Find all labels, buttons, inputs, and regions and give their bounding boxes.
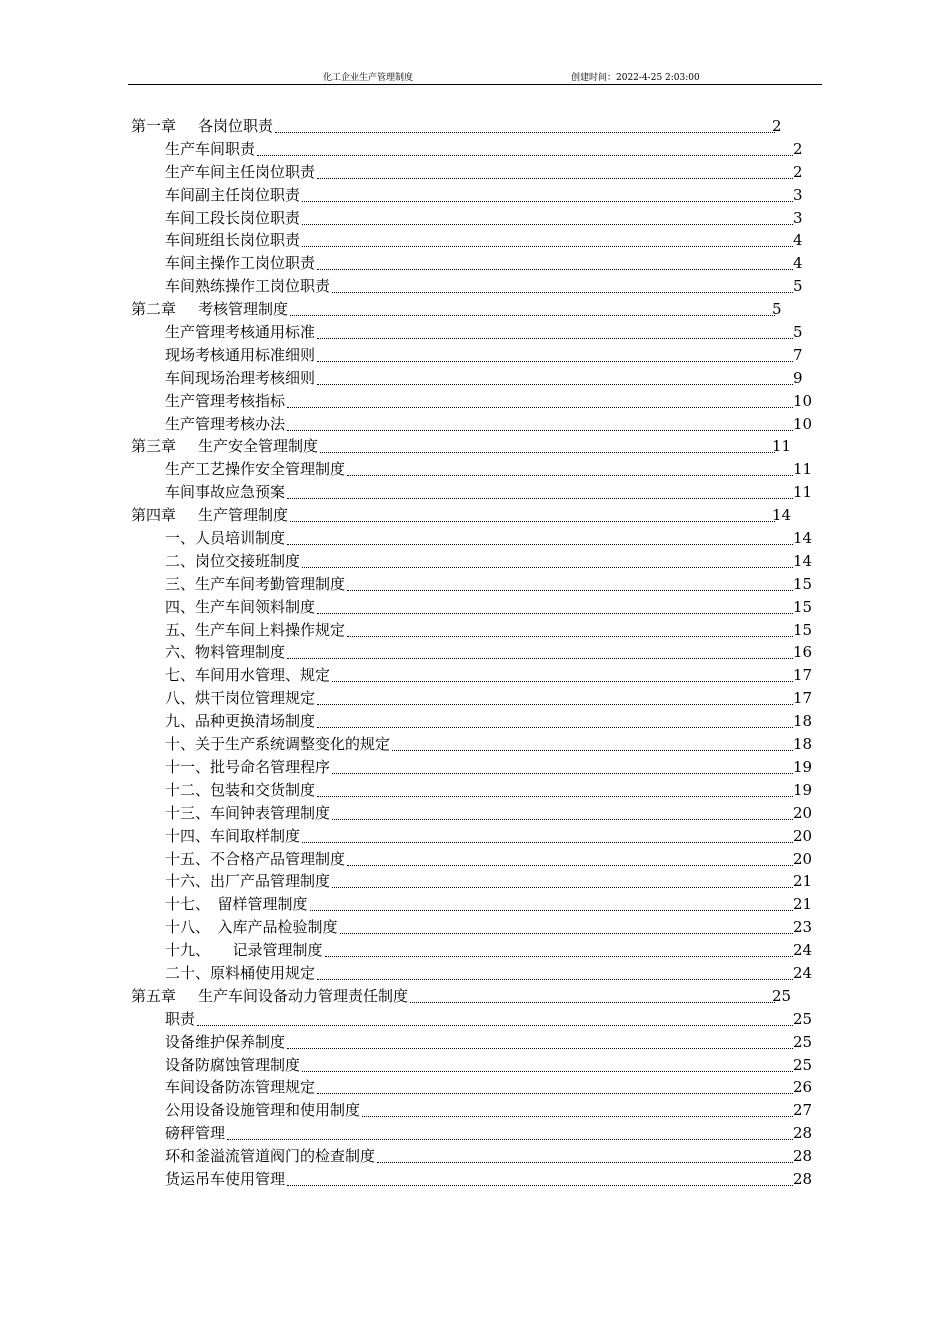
toc-section-entry[interactable] xyxy=(131,1054,831,1077)
toc-entry-title: 生产管理考核通用标准 xyxy=(165,323,316,342)
toc-leader-dots xyxy=(287,541,793,545)
toc-leader-dots xyxy=(302,243,793,247)
toc-leader-dots xyxy=(317,793,793,797)
toc-entry-label xyxy=(165,870,332,893)
toc-entry-label xyxy=(165,1099,362,1122)
toc-section-entry[interactable] xyxy=(131,619,831,642)
toc-page-number: 7 xyxy=(793,345,803,364)
toc-entry-label xyxy=(165,229,302,252)
toc-chapter-number: 第一章 xyxy=(131,117,177,135)
toc-section-entry[interactable] xyxy=(131,252,831,275)
toc-section-entry[interactable] xyxy=(131,962,831,985)
toc-entry-label xyxy=(165,413,287,436)
toc-page-number: 11 xyxy=(793,483,813,502)
toc-entry-label xyxy=(165,710,317,733)
toc-entry-label xyxy=(131,435,320,458)
toc-leader-dots xyxy=(287,495,793,499)
toc-entry-label xyxy=(165,1168,287,1191)
toc-section-entry[interactable] xyxy=(131,1122,831,1145)
toc-page-number: 3 xyxy=(793,208,803,227)
toc-section-entry[interactable] xyxy=(131,1099,831,1122)
toc-leader-dots xyxy=(290,312,775,316)
toc-page-number: 19 xyxy=(793,780,813,799)
toc-leader-dots xyxy=(362,1113,793,1117)
toc-page-number: 11 xyxy=(772,437,792,456)
toc-section-entry[interactable] xyxy=(131,1145,831,1168)
toc-entry-label xyxy=(165,573,347,596)
toc-section-entry[interactable] xyxy=(131,802,831,825)
toc-entry-title: 考核管理制度 xyxy=(198,300,289,319)
toc-leader-dots xyxy=(347,587,793,591)
toc-page-number: 11 xyxy=(793,460,813,479)
toc-page-number: 2 xyxy=(793,162,803,181)
toc-leader-dots xyxy=(287,427,793,431)
toc-entry-title: 十九、 记录管理制度 xyxy=(165,941,323,960)
toc-leader-dots xyxy=(347,862,793,866)
toc-leader-dots xyxy=(287,404,793,408)
toc-section-entry[interactable] xyxy=(131,458,831,481)
toc-leader-dots xyxy=(332,884,793,888)
toc-page-number: 16 xyxy=(793,643,813,662)
toc-page-number: 4 xyxy=(793,254,803,273)
toc-leader-dots xyxy=(287,1182,793,1186)
toc-page-number: 15 xyxy=(793,620,813,639)
toc-entry-label xyxy=(165,1145,377,1168)
toc-section-entry[interactable] xyxy=(131,573,831,596)
toc-page-number: 25 xyxy=(772,986,792,1005)
toc-entry-title: 九、品种更换清场制度 xyxy=(165,712,316,731)
toc-entry-label xyxy=(165,321,317,344)
toc-leader-dots xyxy=(302,1068,793,1072)
toc-entry-title: 十、关于生产系统调整变化的规定 xyxy=(165,735,391,754)
toc-entry-label xyxy=(165,962,317,985)
toc-entry-label xyxy=(131,115,275,138)
toc-page-number: 27 xyxy=(793,1101,813,1120)
toc-entry-title: 车间现场治理考核细则 xyxy=(165,368,316,387)
toc-entry-label xyxy=(165,733,392,756)
toc-leader-dots xyxy=(340,930,793,934)
toc-entry-title: 十三、车间钟表管理制度 xyxy=(165,803,331,822)
toc-page-number: 20 xyxy=(793,826,813,845)
toc-entry-title: 十八、 入库产品检验制度 xyxy=(165,918,338,937)
toc-entry-title: 车间熟练操作工岗位职责 xyxy=(165,277,331,296)
toc-entry-title: 职责 xyxy=(165,1009,196,1028)
toc-leader-dots xyxy=(317,1090,793,1094)
toc-entry-label xyxy=(165,161,317,184)
toc-entry-label xyxy=(165,184,302,207)
toc-entry-title: 六、物料管理制度 xyxy=(165,643,286,662)
toc-entry-label xyxy=(165,390,287,413)
toc-entry-title: 七、车间用水管理、规定 xyxy=(165,666,331,685)
toc-section-entry[interactable] xyxy=(131,413,831,436)
toc-page-number: 5 xyxy=(793,323,803,342)
toc-leader-dots xyxy=(377,1159,793,1163)
toc-entry-title: 生产管理考核指标 xyxy=(165,391,286,410)
toc-page-number: 21 xyxy=(793,895,813,914)
toc-entry-title: 二十、原料桶使用规定 xyxy=(165,963,316,982)
toc-section-entry[interactable] xyxy=(131,229,831,252)
toc-section-entry[interactable] xyxy=(131,184,831,207)
toc-entry-label xyxy=(165,252,317,275)
toc-entry-title: 设备维护保养制度 xyxy=(165,1032,286,1051)
toc-leader-dots xyxy=(227,1136,793,1140)
toc-section-entry[interactable] xyxy=(131,710,831,733)
toc-page-number: 17 xyxy=(793,666,813,685)
toc-section-entry[interactable] xyxy=(131,664,831,687)
toc-section-entry[interactable] xyxy=(131,1076,831,1099)
toc-entry-label xyxy=(165,527,287,550)
toc-entry-title: 磅秤管理 xyxy=(165,1124,226,1143)
toc-entry-title: 十一、批号命名管理程序 xyxy=(165,757,331,776)
toc-section-entry[interactable] xyxy=(131,138,831,161)
toc-section-entry[interactable] xyxy=(131,344,831,367)
toc-entry-title: 环和釜溢流管道阀门的检查制度 xyxy=(165,1147,376,1166)
toc-entry-title: 车间事故应急预案 xyxy=(165,483,286,502)
toc-entry-label xyxy=(165,756,332,779)
toc-entry-label xyxy=(165,1008,197,1031)
toc-entry-title: 生产安全管理制度 xyxy=(198,437,319,456)
toc-page-number: 28 xyxy=(793,1147,813,1166)
toc-entry-title: 八、烘干岗位管理规定 xyxy=(165,689,316,708)
toc-leader-dots xyxy=(410,999,775,1003)
toc-entry-title: 车间班组长岗位职责 xyxy=(165,231,301,250)
toc-chapter-number: 第三章 xyxy=(131,437,177,456)
toc-entry-label xyxy=(165,138,257,161)
toc-leader-dots xyxy=(302,198,793,202)
header-document-title: 化工企业生产管理制度 xyxy=(323,73,414,83)
toc-entry-label xyxy=(165,596,317,619)
toc-page-number: 2 xyxy=(772,117,782,135)
toc-entry-label xyxy=(165,275,332,298)
toc-entry-title: 十二、包装和交货制度 xyxy=(165,780,316,799)
toc-entry-label xyxy=(165,687,317,710)
toc-entry-title: 生产车间职责 xyxy=(165,139,256,158)
toc-entry-title: 十四、车间取样制度 xyxy=(165,826,301,845)
toc-page-number: 20 xyxy=(793,849,813,868)
toc-entry-title: 生产车间主任岗位职责 xyxy=(165,162,316,181)
toc-page-number: 25 xyxy=(793,1032,813,1051)
toc-page-number: 5 xyxy=(793,277,803,296)
toc-page-number: 18 xyxy=(793,712,813,731)
toc-leader-dots xyxy=(332,678,793,682)
toc-section-entry[interactable] xyxy=(131,390,831,413)
toc-entry-title: 车间设备防冻管理规定 xyxy=(165,1078,316,1097)
toc-chapter-number: 第二章 xyxy=(131,300,177,319)
toc-leader-dots xyxy=(257,152,793,156)
toc-leader-dots xyxy=(317,335,793,339)
toc-entry-label xyxy=(165,619,347,642)
toc-entry-title: 生产工艺操作安全管理制度 xyxy=(165,460,346,479)
toc-section-entry[interactable] xyxy=(131,641,831,664)
toc-entry-label xyxy=(165,825,302,848)
toc-entry-title: 生产管理考核办法 xyxy=(165,414,286,433)
toc-leader-dots xyxy=(317,381,793,385)
toc-leader-dots xyxy=(287,655,793,659)
toc-leader-dots xyxy=(290,518,775,522)
toc-chapter-number: 第五章 xyxy=(131,986,177,1005)
toc-entry-label xyxy=(165,481,287,504)
toc-entry-title: 十六、出厂产品管理制度 xyxy=(165,872,331,891)
toc-chapter-entry[interactable] xyxy=(131,435,831,458)
toc-page-number: 14 xyxy=(772,506,792,525)
toc-page-number: 21 xyxy=(793,872,813,891)
toc-section-entry[interactable] xyxy=(131,916,831,939)
toc-page-number: 25 xyxy=(793,1009,813,1028)
toc-leader-dots xyxy=(320,449,775,453)
toc-entry-title: 现场考核通用标准细则 xyxy=(165,345,316,364)
toc-leader-dots xyxy=(302,839,793,843)
page-header xyxy=(128,72,822,85)
toc-leader-dots xyxy=(317,358,793,362)
toc-entry-title: 车间副主任岗位职责 xyxy=(165,185,301,204)
toc-page-number: 26 xyxy=(793,1078,813,1097)
toc-section-entry[interactable] xyxy=(131,207,831,230)
toc-section-entry[interactable] xyxy=(131,825,831,848)
toc-entry-title: 生产车间设备动力管理责任制度 xyxy=(198,986,409,1005)
toc-page-number: 23 xyxy=(793,918,813,937)
toc-section-entry[interactable] xyxy=(131,596,831,619)
toc-entry-title: 设备防腐蚀管理制度 xyxy=(165,1055,301,1074)
toc-entry-label xyxy=(165,1054,302,1077)
toc-section-entry[interactable] xyxy=(131,1031,831,1054)
toc-page-number: 15 xyxy=(793,597,813,616)
toc-section-entry[interactable] xyxy=(131,779,831,802)
toc-page-number: 2 xyxy=(793,139,803,158)
toc-entry-label xyxy=(165,207,302,230)
toc-leader-dots xyxy=(347,472,793,476)
toc-section-entry[interactable] xyxy=(131,161,831,184)
toc-leader-dots xyxy=(310,907,793,911)
table-of-contents xyxy=(131,115,831,1191)
toc-chapter-entry[interactable] xyxy=(131,115,831,138)
toc-entry-title: 五、生产车间上料操作规定 xyxy=(165,620,346,639)
toc-page-number: 9 xyxy=(793,368,803,387)
toc-chapter-entry[interactable] xyxy=(131,985,831,1008)
toc-chapter-number: 第四章 xyxy=(131,506,177,525)
toc-entry-label xyxy=(165,344,317,367)
toc-entry-label xyxy=(165,458,347,481)
toc-section-entry[interactable] xyxy=(131,550,831,573)
toc-entry-label xyxy=(165,367,317,390)
toc-page-number: 28 xyxy=(793,1169,813,1188)
toc-chapter-entry[interactable] xyxy=(131,504,831,527)
toc-leader-dots xyxy=(332,289,793,293)
toc-leader-dots xyxy=(317,610,793,614)
toc-leader-dots xyxy=(302,221,793,225)
toc-leader-dots xyxy=(332,816,793,820)
toc-entry-label xyxy=(131,298,290,321)
toc-entry-label xyxy=(165,550,302,573)
toc-entry-label xyxy=(165,1076,317,1099)
toc-chapter-entry[interactable] xyxy=(131,298,831,321)
toc-section-entry[interactable] xyxy=(131,275,831,298)
toc-entry-label xyxy=(165,641,287,664)
toc-entry-label xyxy=(165,916,340,939)
toc-leader-dots xyxy=(347,633,793,637)
toc-section-entry[interactable] xyxy=(131,527,831,550)
toc-page-number: 18 xyxy=(793,735,813,754)
toc-entry-title: 十五、不合格产品管理制度 xyxy=(165,849,346,868)
toc-leader-dots xyxy=(275,129,775,133)
toc-entry-label xyxy=(165,1122,227,1145)
toc-entry-label xyxy=(131,504,290,527)
header-created-time: 创建时间：2022-4-25 2:03:00 xyxy=(571,73,700,83)
toc-entry-title: 十七、 留样管理制度 xyxy=(165,895,308,914)
toc-section-entry[interactable] xyxy=(131,481,831,504)
toc-entry-label xyxy=(165,893,310,916)
toc-page-number: 24 xyxy=(793,963,813,982)
toc-section-entry[interactable] xyxy=(131,733,831,756)
toc-entry-title: 生产管理制度 xyxy=(198,506,289,525)
toc-entry-label xyxy=(165,1031,287,1054)
toc-entry-label xyxy=(165,802,332,825)
toc-page-number: 24 xyxy=(793,941,813,960)
toc-page-number: 19 xyxy=(793,757,813,776)
toc-section-entry[interactable] xyxy=(131,1168,831,1191)
toc-section-entry[interactable] xyxy=(131,756,831,779)
toc-section-entry[interactable] xyxy=(131,870,831,893)
toc-page-number: 10 xyxy=(793,391,813,410)
toc-section-entry[interactable] xyxy=(131,687,831,710)
toc-section-entry[interactable] xyxy=(131,893,831,916)
toc-entry-title: 一、人员培训制度 xyxy=(165,529,286,548)
toc-entry-label xyxy=(165,779,317,802)
toc-entry-title: 各岗位职责 xyxy=(198,117,274,135)
toc-section-entry[interactable] xyxy=(131,848,831,871)
toc-page-number: 10 xyxy=(793,414,813,433)
toc-entry-title: 货运吊车使用管理 xyxy=(165,1169,286,1188)
toc-entry-title: 四、生产车间领料制度 xyxy=(165,597,316,616)
toc-leader-dots xyxy=(197,1022,793,1026)
toc-entry-title: 二、岗位交接班制度 xyxy=(165,551,301,570)
toc-section-entry[interactable] xyxy=(131,939,831,962)
toc-page-number: 28 xyxy=(793,1124,813,1143)
toc-section-entry[interactable] xyxy=(131,367,831,390)
toc-page-number: 4 xyxy=(793,231,803,250)
toc-entry-label xyxy=(165,848,347,871)
toc-leader-dots xyxy=(392,747,793,751)
toc-leader-dots xyxy=(317,175,793,179)
toc-leader-dots xyxy=(332,770,793,774)
toc-entry-label xyxy=(165,664,332,687)
toc-section-entry[interactable] xyxy=(131,1008,831,1031)
toc-entry-title: 三、生产车间考勤管理制度 xyxy=(165,574,346,593)
toc-leader-dots xyxy=(317,266,793,270)
toc-entry-title: 车间主操作工岗位职责 xyxy=(165,254,316,273)
toc-leader-dots xyxy=(317,701,793,705)
toc-leader-dots xyxy=(317,976,793,980)
toc-page-number: 15 xyxy=(793,574,813,593)
toc-entry-title: 车间工段长岗位职责 xyxy=(165,208,301,227)
toc-page-number: 5 xyxy=(772,300,782,319)
toc-leader-dots xyxy=(317,724,793,728)
toc-page-number: 14 xyxy=(793,529,813,548)
toc-page-number: 17 xyxy=(793,689,813,708)
toc-entry-title: 公用设备设施管理和使用制度 xyxy=(165,1101,361,1120)
toc-page-number: 25 xyxy=(793,1055,813,1074)
toc-leader-dots xyxy=(287,1045,793,1049)
toc-leader-dots xyxy=(325,953,793,957)
toc-entry-label xyxy=(165,939,325,962)
toc-section-entry[interactable] xyxy=(131,321,831,344)
toc-entry-label xyxy=(131,985,410,1008)
toc-page-number: 14 xyxy=(793,551,813,570)
toc-leader-dots xyxy=(302,564,793,568)
toc-page-number: 20 xyxy=(793,803,813,822)
toc-page-number: 3 xyxy=(793,185,803,204)
